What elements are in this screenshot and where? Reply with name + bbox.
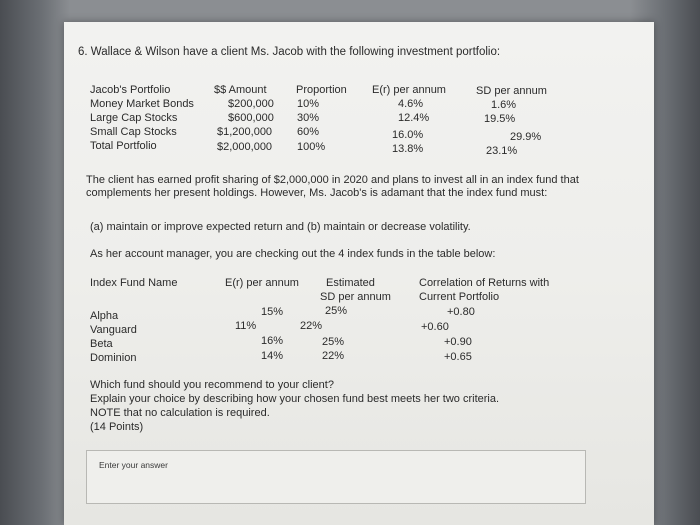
table-row-er: 12.4% xyxy=(398,112,430,124)
table-row-corr: +0.60 xyxy=(421,321,449,333)
table-row-amount: $1,200,000 xyxy=(217,126,273,138)
table-row-sd: 1.6% xyxy=(491,99,517,111)
table-row-name: Money Market Bonds xyxy=(90,98,194,110)
fund-header-sd-line2: SD per annum xyxy=(320,291,391,303)
table-row-proportion: 10% xyxy=(297,98,320,110)
table-row-name: Beta xyxy=(90,338,113,350)
table-row-sd: 29.9% xyxy=(510,131,542,143)
table-row-name: Large Cap Stocks xyxy=(90,112,178,124)
table-row-er: 16% xyxy=(261,335,284,347)
answer-input[interactable] xyxy=(86,450,586,504)
table-row-amount: $200,000 xyxy=(228,98,274,110)
table-row-amount: $2,000,000 xyxy=(217,141,273,153)
fund-header-corr-line1: Correlation of Returns with xyxy=(419,277,550,289)
table-row-sd: 25% xyxy=(322,336,345,348)
prompt-question: Which fund should you recommend to your client? xyxy=(90,379,334,391)
prompt-note: NOTE that no calculation is required. xyxy=(90,407,270,419)
table-row-corr: +0.65 xyxy=(444,351,472,363)
table-row-sd: 23.1% xyxy=(486,145,518,157)
portfolio-header-amount: $$ Amount xyxy=(214,84,267,96)
table-row-er: 11% xyxy=(235,320,257,332)
table-row-name: Small Cap Stocks xyxy=(90,126,177,138)
portfolio-header-name: Jacob's Portfolio xyxy=(90,84,171,96)
table-row-er: 15% xyxy=(261,306,284,318)
fund-header-sd-line1: Estimated xyxy=(326,277,375,289)
prompt-instruction: Explain your choice by describing how your chosen fund best meets her two criteria. xyxy=(90,393,500,405)
fund-header-name: Index Fund Name xyxy=(90,277,178,289)
table-row-sd: 22% xyxy=(300,320,323,332)
table-row-name: Dominion xyxy=(90,352,137,364)
table-row-er: 13.8% xyxy=(392,143,424,155)
problem-paragraph: The client has earned profit sharing of $2,000,000 in 2020 and plans to invest all in an index fund that complements her present holdings. However, Ms. Jacob's is adamant that the index fund must: xyxy=(86,174,579,199)
table-row-name: Vanguard xyxy=(90,324,137,336)
portfolio-header-sd: SD per annum xyxy=(476,85,547,97)
table-row-amount: $600,000 xyxy=(228,112,274,124)
criteria-text: (a) maintain or improve expected return and (b) maintain or decrease volatility. xyxy=(90,221,471,233)
portfolio-header-er: E(r) per annum xyxy=(372,84,446,96)
answer-placeholder: Enter your answer xyxy=(99,460,168,470)
table-row-sd: 19.5% xyxy=(484,113,516,125)
portfolio-header-proportion: Proportion xyxy=(296,84,347,96)
table-row-proportion: 100% xyxy=(297,141,326,153)
instruction-text: As her account manager, you are checking out the 4 index funds in the table below: xyxy=(90,248,496,260)
table-row-er: 16.0% xyxy=(392,129,424,141)
table-row-sd: 22% xyxy=(322,350,345,362)
table-row-er: 14% xyxy=(261,350,284,362)
table-row-name: Total Portfolio xyxy=(90,140,157,152)
table-row-name: Alpha xyxy=(90,310,119,322)
table-row-corr: +0.80 xyxy=(447,306,475,318)
table-row-proportion: 60% xyxy=(297,126,320,138)
fund-header-er: E(r) per annum xyxy=(225,277,299,289)
table-row-corr: +0.90 xyxy=(444,336,472,348)
fund-header-corr-line2: Current Portfolio xyxy=(419,291,500,303)
table-row-er: 4.6% xyxy=(398,98,424,110)
table-row-proportion: 30% xyxy=(297,112,320,124)
points-label: (14 Points) xyxy=(90,421,144,433)
question-title: 6. Wallace & Wilson have a client Ms. Jacob with the following investment portfolio: xyxy=(78,46,501,58)
table-row-sd: 25% xyxy=(325,305,348,317)
